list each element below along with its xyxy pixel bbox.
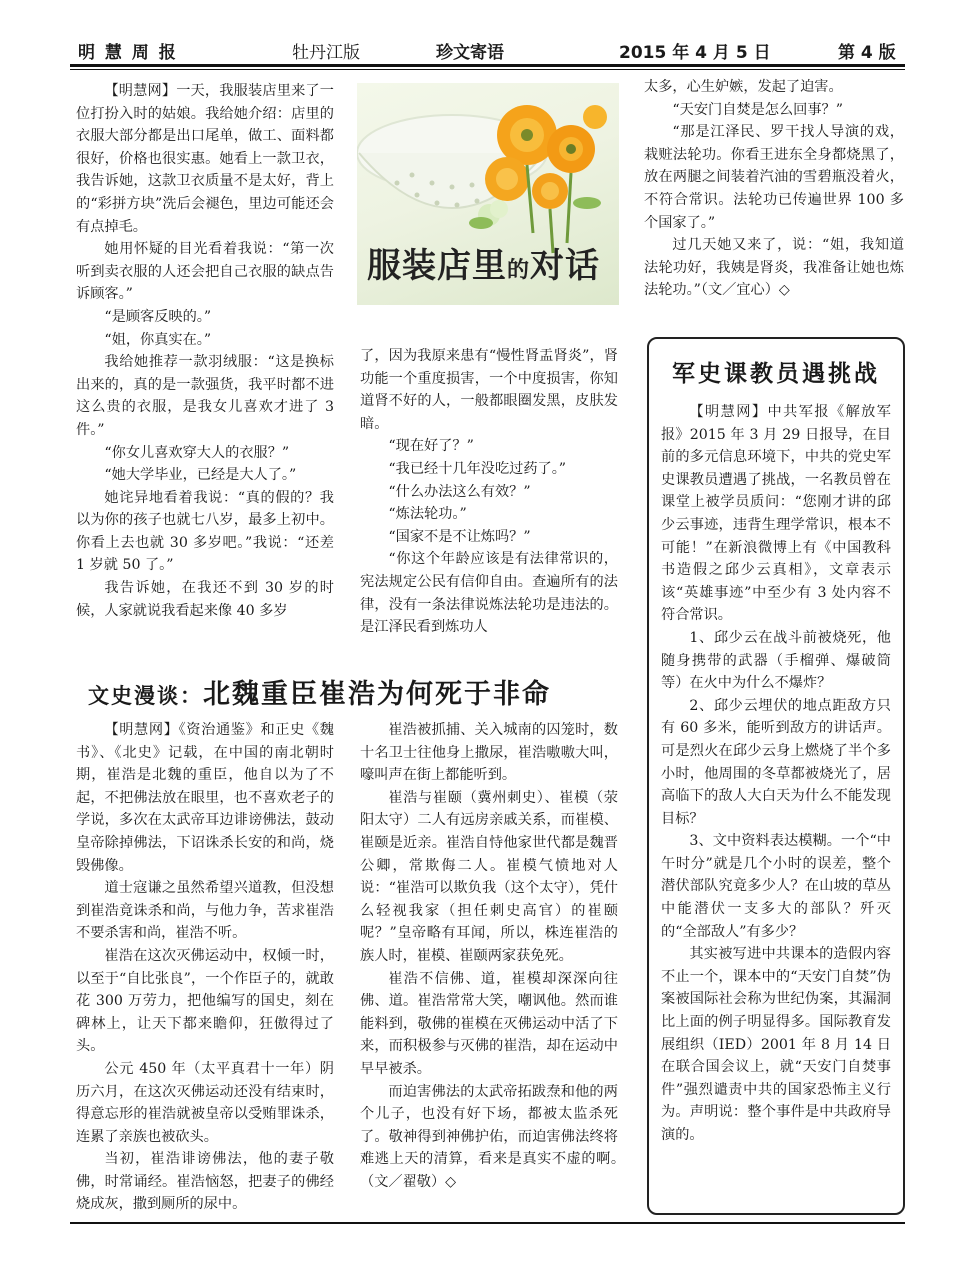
edition-name: 牡丹江版 (292, 43, 360, 63)
paragraph: 崔浩被抓捕、关入城南的囚笼时，数十名卫士往他身上撒尿，崔浩嗷嗷大叫，嚎叫声在街上都能听到。 (360, 722, 618, 784)
paragraph: 【明慧网】中共军报《解放军报》2015 年 3 月 29 日报导，在目前的多元信息环境下，中共的党史军史课教员遭遇了挑战，一名教员曾在课堂上被学员质问：“您刚才讲的邱少云事迹，违背生理学常识，根本不可能！”在新浪微博上有《中国教科书造假之邱少云真相》，文章表示该“英雄事迹”中至少有 3 处内容不符合常识。 (661, 404, 891, 624)
paragraph: 3、文中资料表达模糊。一个“中午时分”就是几个小时的误差，整个潜伏部队究竟多少人？在山坡的草丛中能潜伏一支多大的部队？歼灭的“全部敌人”有多少？ (661, 833, 891, 940)
paragraph: 2、邱少云埋伏的地点距敌方只有 60 多米，能听到敌方的讲话声。可是烈火在邱少云身上燃烧了半个多小时，他周围的冬草都被烧光了，居高临下的敌人大白天为什么不能发现目标？ (661, 697, 891, 827)
paragraph: 崔浩与崔颐（冀州刺史）、崔模（荥阳太守）二人有远房亲戚关系，而崔模、崔颐是近亲。崔浩自恃他家世代都是魏晋公卿，常欺侮二人。崔模气愤地对人说：“崔浩可以欺负我（这个太守），凭什么轻视我家（担任刺史高官）的崔颐呢？”皇帝略有耳闻，所以，株连崔浩的族人时，崔模、崔颐两家获免死。 (360, 789, 618, 964)
footer-rule (70, 1222, 905, 1224)
paragraph: 过几天她又来了，说：“姐，我知道法轮功好，我姨是肾炎，我准备让她也炼法轮功。”（文／宜心）◇ (644, 237, 904, 299)
paragraph: 了，因为我原来患有“慢性肾盂肾炎”，肾功能一个重度损害，一个中度损害，你知道肾不好的人，一般都眼圈发黑，皮肤发暗。 (360, 348, 618, 432)
paragraph: 公元 450 年（太平真君十一年）阴历六月，在这次灭佛运动还没有结束时，得意忘形的崔浩就被皇帝以受贿罪诛杀，连累了亲族也被砍头。 (76, 1060, 334, 1145)
sidebar-box (647, 337, 905, 1215)
article2-column-2 (360, 719, 633, 1193)
photo-title: 服装店里的对话 (367, 246, 601, 286)
masthead (70, 34, 905, 64)
article1-column-1 (76, 80, 334, 622)
box-headline: 军史课教员遇挑战 (672, 360, 880, 387)
article-photo (357, 83, 619, 305)
paper-name: 明 慧 周 报 (78, 43, 178, 63)
paragraph: “炼法轮功。” (388, 506, 467, 523)
paragraph: 而迫害佛法的太武帝拓跋焘和他的两个儿子，也没有好下场，都被太监杀死了。敬神得到神佛护佑，而迫害佛法终将难逃上天的清算，看来是真实不虚的啊。 （文／翟敬）◇ (360, 1083, 633, 1190)
header-rule-thin (70, 69, 905, 70)
paragraph: 其实被写进中共课本的造假内容不止一个，课本中的“天安门自焚”伪案被国际社会称为世纪伪案，其漏洞比上面的例子明显得多。国际教育发展组织（IED）2001 年 8 月 14 日在联合国会议上，就“天安门自焚事件”强烈谴责中共的国家恐怖主义行为。声明说：整个事件是中共政府导演的。 (661, 946, 891, 1143)
paragraph: 当初，崔浩诽谤佛法，他的妻子敬佛，时常诵经。崔浩恼怒，把妻子的佛经烧成灰，撒到厕所的尿中。 (76, 1151, 334, 1213)
paragraph: “姐，你真实在。” (104, 331, 212, 348)
paragraph: “你女儿喜欢穿大人的衣服？” (104, 444, 290, 461)
header-rule (70, 64, 905, 67)
box-body (661, 401, 891, 1147)
article1-column-2 (360, 345, 618, 639)
paragraph: “现在好了？” (388, 438, 474, 455)
column-name: 珍文寄语 (436, 43, 504, 63)
paragraph: “是顾客反映的。” (104, 308, 212, 325)
paragraph: 【明慧网】一天，我服装店里来了一位打扮入时的姑娘。我给她介绍：店里的衣服大部分都是出口尾单，做工、面料都很好，价格也很实惠。她看上一款卫衣，我告诉她，这款卫衣质量不是太好，背上的“彩拼方块”洗后会褪色，里边可能还会有点掉毛。 (76, 83, 334, 235)
article2-column-1 (76, 719, 334, 1216)
paragraph: “我已经十几年没吃过药了。” (388, 460, 567, 477)
paragraph: 崔浩不信佛、道，崔模却深深向往佛、道。崔浩常常大笑，嘲讽他。然而谁能料到，敬佛的崔模在灭佛运动中活了下来，而积极参与灭佛的崔浩，却在运动中早早被杀。 (360, 970, 618, 1077)
paragraph: 她诧异地看着我说：“真的假的？我以为你的孩子也就七八岁，最多上初中。你看上去也就 30 多岁吧。”我说：“还差 1 岁就 50 了。” (76, 489, 334, 574)
paragraph: 我告诉她，在我还不到 30 岁的时候，人家就说我看起来像 40 多岁 (76, 580, 334, 619)
page-number: 第 4 版 (838, 43, 896, 63)
paragraph: “国家不是不让炼吗？” (388, 528, 531, 545)
paragraph: 我给她推荐一款羽绒服：“这是换标出来的，真的是一款强货，我平时都不进这么贵的衣服，是我女儿喜欢才进了 3 件。” (76, 354, 334, 438)
paragraph: “什么办法这么有效？” (388, 483, 531, 500)
paragraph: “那是江泽民、罗干找人导演的戏，栽赃法轮功。你看王进东全身都烧黑了，放在两腿之间装着汽油的雪碧瓶没着火，不符合常识。法轮功已传遍世界 100 多个国家了。” (644, 124, 904, 231)
paragraph: 道士寇谦之虽然希望兴道教，但没想到崔浩竟诛杀和尚，与他力争，苦求崔浩不要杀害和尚，崔浩不听。 (76, 880, 334, 942)
issue-date: 2015 年 4 月 5 日 (619, 43, 771, 63)
article1-column-3 (644, 76, 904, 302)
article2-headline: 文史漫谈：北魏重臣崔浩为何死于非命 (88, 679, 551, 710)
paragraph: 【明慧网】《资治通鉴》和正史《魏书》、《北史》记载，在中国的南北朝时期，崔浩是北魏的重臣，他自以为了不起，不把佛法放在眼里，也不喜欢老子的学说，多次在太武帝耳边诽谤佛法，鼓动皇帝除掉佛法，下诏诛杀长安的和尚，烧毁佛像。 (76, 722, 334, 874)
paragraph: 崔浩在这次灭佛运动中，权倾一时，以至于“自比张良”，一个作臣子的，就敢花 300 万劳力，把他编写的国史，刻在碑林上，让天下都来瞻仰，狂傲得过了头。 (76, 947, 334, 1055)
paragraph: “她大学毕业，已经是大人了。” (104, 467, 297, 484)
paragraph: 1、邱少云在战斗前被烧死，他随身携带的武器（手榴弹、爆破筒等）在火中为什么不爆炸？ (661, 629, 891, 692)
paragraph: 太多，心生妒嫉，发起了迫害。 (644, 79, 843, 95)
paragraph: “你这个年龄应该是有法律常识的，宪法规定公民有信仰自由。查遍所有的法律，没有一条法律说炼法轮功是违法的。是江泽民看到炼功人 (360, 551, 618, 636)
paragraph: 她用怀疑的目光看着我说：“第一次听到卖衣服的人还会把自己衣服的缺点告诉顾客。” (76, 241, 334, 303)
paragraph: “天安门自焚是怎么回事？” (672, 101, 843, 118)
